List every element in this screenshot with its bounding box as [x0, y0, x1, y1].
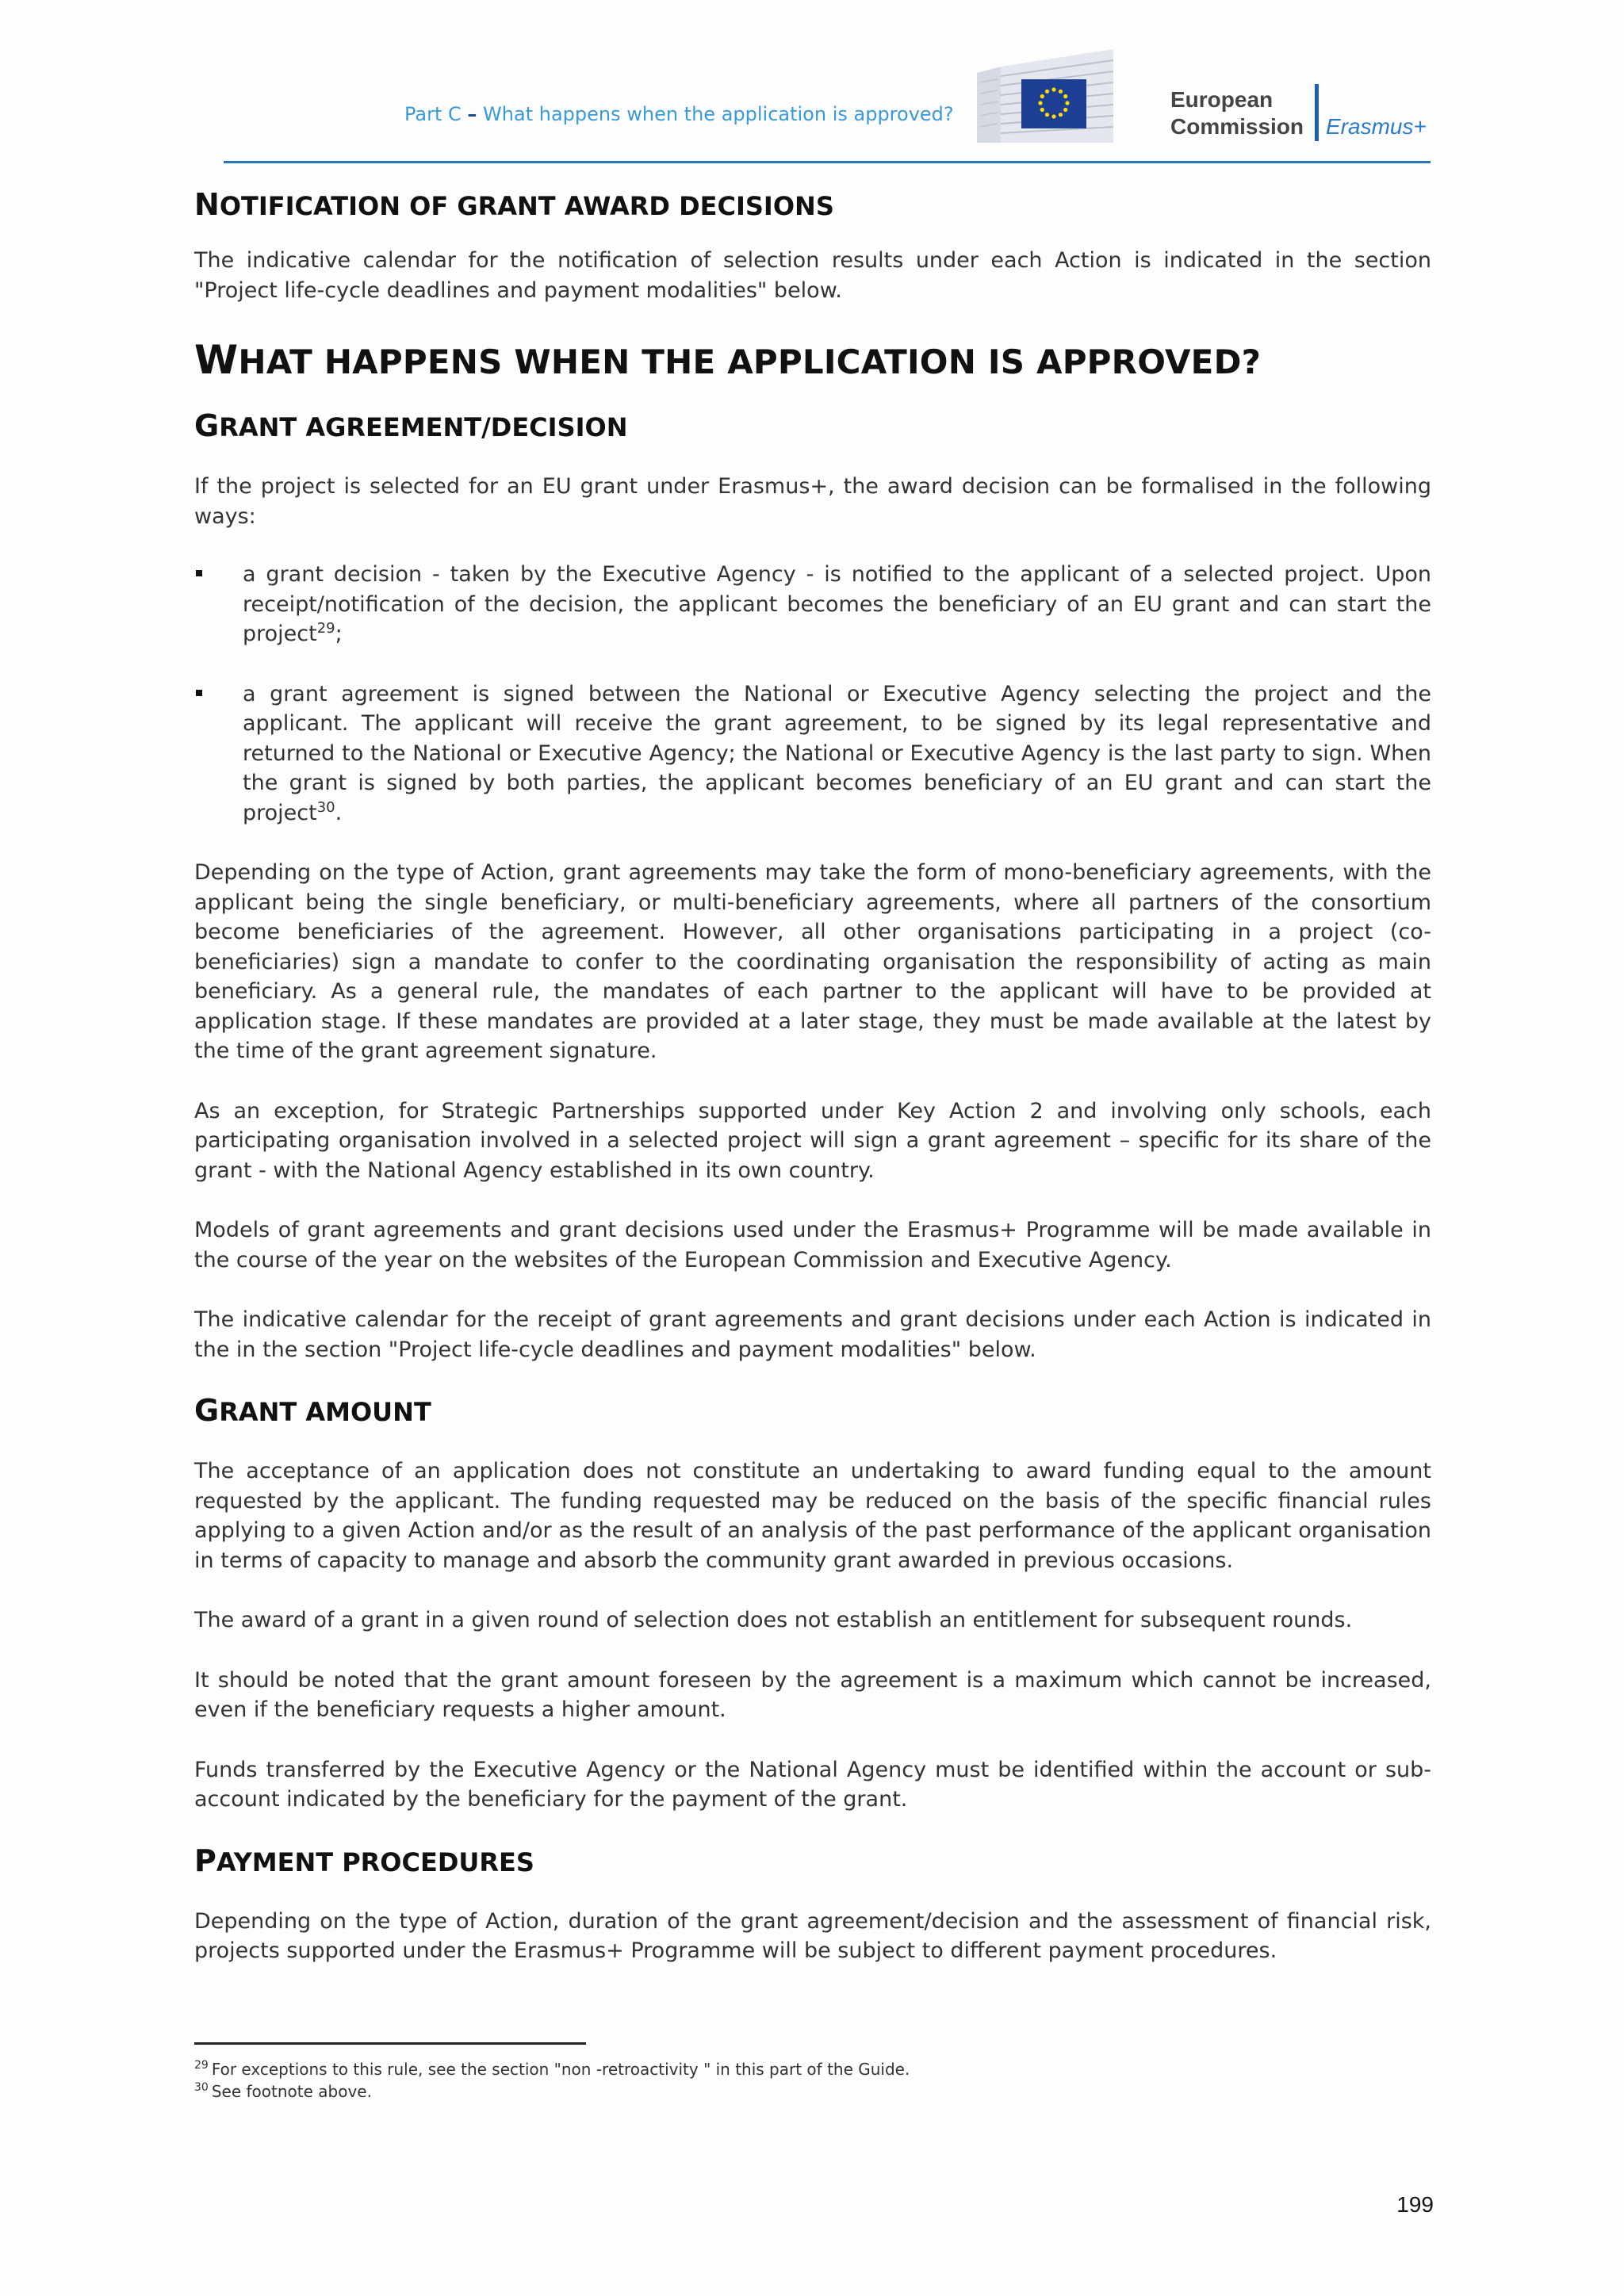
heading-notification: NOTIFICATION OF GRANT AWARD DECISIONS: [194, 187, 834, 222]
heading-payment-procedures: PAYMENT PROCEDURES: [194, 1843, 534, 1878]
bullet-end: .: [335, 800, 343, 825]
footnote-rule: [194, 2042, 586, 2045]
footnote-ref[interactable]: 30: [316, 798, 335, 816]
eu-flag-icon: [1021, 79, 1086, 128]
award-ways-list: [194, 560, 1431, 828]
paragraph: If the project is selected for an EU grant under Erasmus+, the award decision can be formalised in the following ways:: [194, 474, 1431, 529]
paragraph: The indicative calendar for the receipt of grant agreements and grant decisions under each Action is indicated in the in the section "Project life-cycle deadlines and payment modalities" below.: [194, 1307, 1431, 1362]
footnote-text: For exceptions to this rule, see the section "non -retroactivity " in this part of the Guide.: [211, 2060, 910, 2079]
header-dash: –: [467, 103, 477, 125]
page-number: 199: [1396, 2192, 1434, 2217]
footnote-30: [194, 2082, 372, 2101]
bullet-text: a grant decision - taken by the Executive Agency - is notified to the applicant of a selected project. Upon receipt/notification of the decision, the applicant becomes the beneficiary of an EU grant and can start the project: [243, 562, 1431, 646]
paragraph: As an exception, for Strategic Partnerships supported under Key Action 2 and involving only schools, each participating organisation involved in a selected project will sign a grant agreement – specific for its share of the grant - with the National Agency established in its own country.: [194, 1098, 1431, 1183]
logo-line2: Commission: [1170, 114, 1304, 139]
bullet-end: ;: [335, 622, 343, 646]
list-item: [194, 560, 1431, 649]
footnote-ref[interactable]: 29: [316, 620, 335, 637]
logo-divider: [1315, 84, 1319, 141]
logo-line1: European: [1170, 87, 1274, 112]
bullet-text: a grant agreement is signed between the National or Executive Agency selecting the project and the applicant. The applicant will receive the grant agreement, to be signed by its legal representative and returned to the National or Executive Agency; the National or Executive Agency is the last party to sign. When the grant is signed by both parties, the applicant becomes beneficiary of an EU grant and can start the project: [243, 681, 1431, 825]
heading-approved: WHAT HAPPENS WHEN THE APPLICATION IS APPROVED?: [194, 337, 1262, 383]
european-commission-logo: [977, 49, 1434, 144]
footnote-29: [194, 2060, 910, 2079]
header-title: What happens when the application is approved?: [483, 103, 954, 125]
running-header: [404, 103, 954, 125]
logo-wordmark: [1170, 86, 1304, 140]
paragraph: Depending on the type of Action, grant agreements may take the form of mono-beneficiary agreements, with the applicant being the single beneficiary, or multi-beneficiary agreements, where all partners of the consortium become beneficiaries of the agreement. However, all other organisations participating in a project (co-beneficiaries) sign a mandate to confer to the coordinating organisation the responsibility of acting as main beneficiary. As a general rule, the mandates of each partner to the applicant will have to be provided at application stage. If these mandates are provided at a later stage, they must be made available at the latest by the time of the grant agreement signature.: [194, 860, 1431, 1063]
heading-grant-amount: GRANT AMOUNT: [194, 1393, 431, 1428]
heading-grant-agreement: GRANT AGREEMENT/DECISION: [194, 408, 628, 443]
paragraph: Funds transferred by the Executive Agency or the National Agency must be identified within the account or sub-account indicated by the beneficiary for the payment of the grant.: [194, 1757, 1431, 1812]
main-content: [194, 179, 1431, 1966]
paragraph: The award of a grant in a given round of selection does not establish an entitlement for subsequent rounds.: [194, 1608, 1353, 1632]
paragraph: Models of grant agreements and grant decisions used under the Erasmus+ Programme will be made available in the course of the year on the websites of the European Commission and Executive Agency.: [194, 1218, 1431, 1272]
list-item: [194, 679, 1431, 828]
paragraph: The indicative calendar for the notification of selection results under each Action is indicated in the section "Project life-cycle deadlines and payment modalities" below.: [194, 248, 1431, 303]
erasmus-brand: Erasmus+: [1326, 114, 1427, 139]
paragraph: The acceptance of an application does not constitute an undertaking to award funding equal to the amount requested by the applicant. The funding requested may be reduced on the basis of the specific financial rules applying to a given Action and/or as the result of an analysis of the past performance of the applicant organisation in terms of capacity to manage and absorb the community grant awarded in previous occasions.: [194, 1459, 1431, 1573]
paragraph: It should be noted that the grant amount foreseen by the agreement is a maximum which cannot be increased, even if the beneficiary requests a higher amount.: [194, 1667, 1431, 1722]
footnote-number: 29: [194, 2059, 209, 2072]
footnote-text: See footnote above.: [211, 2082, 372, 2101]
paragraph: Depending on the type of Action, duration of the grant agreement/decision and the assessment of financial risk, projects supported under the Erasmus+ Programme will be subject to different payment procedures.: [194, 1908, 1431, 1963]
header-part: Part C: [404, 103, 462, 125]
header-rule: [224, 161, 1431, 163]
footnote-number: 30: [194, 2081, 209, 2095]
